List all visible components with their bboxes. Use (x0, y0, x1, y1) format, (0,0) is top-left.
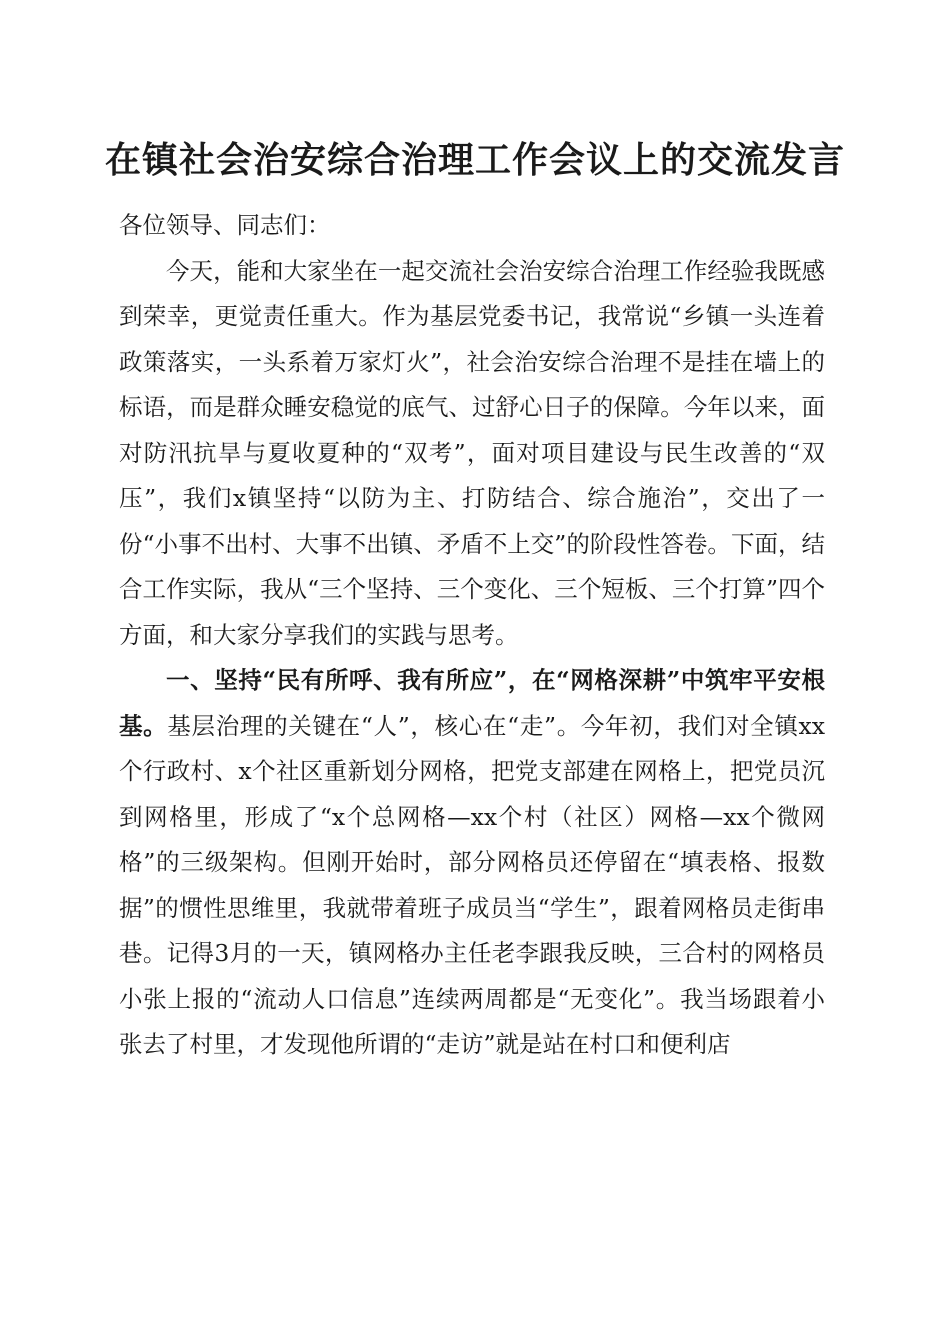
paragraph-text: 今天，能和大家坐在一起交流社会治安综合治理工作经验我既感到荣幸，更觉责任重大。作为基层党委书记，我常说“乡镇一头连着政策落实，一头系着万家灯火”，社会治安综合治理不是挂在墙上的标语，而是群众睡安稳觉的底气、过舒心日子的保障。今年以来，面对防汛抗旱与夏收夏种的“双考”，面对项目建设与民生改善的“双压”，我们x镇坚持“以防为主、打防结合、综合施治”，交出了一份“小事不出村、大事不出镇、矛盾不上交”的阶段性答卷。下面，结合工作实际，我从“三个坚持、三个变化、三个短板、三个打算”四个方面，和大家分享我们的实践与思考。 (119, 256, 825, 649)
document-body (119, 203, 825, 1068)
paragraph-intro (119, 249, 825, 659)
paragraph-section-1 (119, 658, 825, 1068)
section-heading: 一、坚持“民有所呼、我有所应”，在“网格深耕”中筑牢平安根基。 (119, 666, 825, 740)
document-title: 在镇社会治安综合治理工作会议上的交流发言 (104, 139, 845, 181)
paragraph-text: 基层治理的关键在“人”，核心在“走”。今年初，我们对全镇xx个行政村、x个社区重新划分网格，把党支部建在网格上，把党员沉到网格里，形成了“x个总网格—xx个村（社区）网格—xx个微网格”的三级架构。但刚开始时，部分网格员还停留在“填表格、报数据”的惯性思维里，我就带着班子成员当“学生”，跟着网格员走街串巷。记得3月的一天，镇网格办主任老李跟我反映，三合村的网格员小张上报的“流动人口信息”连续两周都是“无变化”。我当场跟着小张去了村里，才发现他所谓的“走访”就是站在村口和便利店 (119, 711, 826, 1058)
salutation: 各位领导、同志们： (119, 211, 331, 239)
